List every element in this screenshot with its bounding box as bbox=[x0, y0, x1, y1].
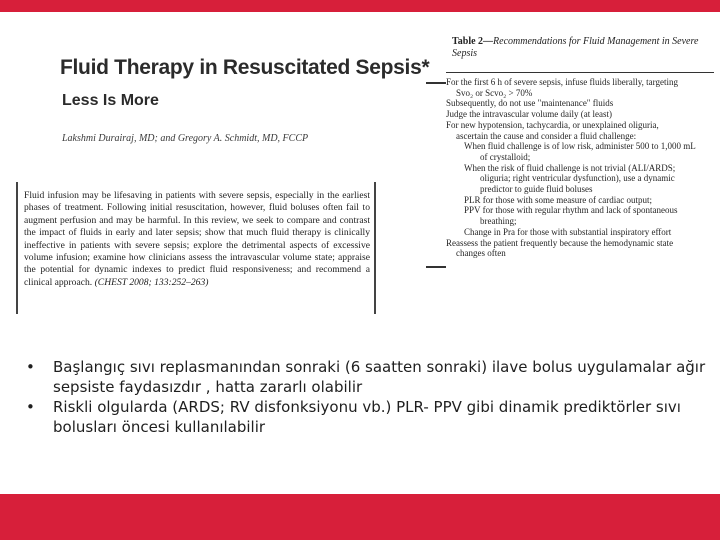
bottom-accent-bar bbox=[0, 494, 720, 540]
bullet-item bbox=[26, 397, 706, 437]
abstract-citation: (CHEST 2008; 133:252–263) bbox=[94, 276, 209, 288]
table-row: changes often bbox=[456, 248, 506, 259]
table-row: When fluid challenge is of low risk, administer 500 to 1,000 mL bbox=[464, 141, 696, 152]
table-row: Reassess the patient frequently because the hemodynamic state bbox=[446, 237, 674, 248]
table-caption bbox=[452, 36, 708, 60]
bullet-marker: • bbox=[26, 398, 35, 416]
paper-title: Fluid Therapy in Resuscitated Sepsis* bbox=[60, 56, 430, 79]
table-row: Svo₂ or Scvo₂ > 70% bbox=[456, 87, 533, 98]
table-row: For new hypotension, tachycardia, or unexplained oliguria, bbox=[446, 119, 659, 130]
paper-subtitle: Less Is More bbox=[62, 92, 159, 109]
table-row: ascertain the cause and consider a fluid challenge: bbox=[456, 130, 637, 141]
divider-line bbox=[426, 266, 446, 268]
table-row: Change in Pra for those with substantial inspiratory effort bbox=[464, 226, 672, 237]
bullet-text: Riskli olgularda (ARDS; RV disfonksiyonu vb.) PLR- PPV gibi dinamik prediktörler sıvı bolusları öncesi kullanılabilir bbox=[53, 398, 681, 436]
paper-authors: Lakshmi Durairaj, MD; and Gregory A. Schmidt, MD, FCCP bbox=[62, 133, 309, 144]
table-row: of crystalloid; bbox=[480, 151, 531, 162]
bullet-item bbox=[26, 357, 706, 397]
recommendations-table bbox=[446, 72, 714, 316]
table-row: oliguria; right ventricular dysfunction), use a dynamic bbox=[480, 173, 675, 184]
bullet-marker: • bbox=[26, 358, 35, 376]
table-row: breathing; bbox=[480, 216, 517, 227]
abstract-text: Fluid infusion may be lifesaving in patients with severe sepsis, especially in the earliest phases of treatment. Following initial resuscitation, however, fluid boluses often fail to augment perfusion and may be harmful. In this review, we seek to compare and contrast the impact of fluids in early and later sepsis; show that much fluid therapy is clinically ineffective in patients with severe sepsis; explore the detrimental aspects of excessive volume infusion; examine how clinicians assess the intravascular volume state; appraise the potential for dynamic indexes to predict fluid responsiveness; and recommend a clinical approach. bbox=[24, 190, 370, 288]
table-row: PPV for those with regular rhythm and lack of spontaneous bbox=[464, 205, 678, 216]
bullet-list bbox=[26, 357, 706, 437]
abstract-box bbox=[16, 182, 376, 314]
bullet-text: Başlangıç sıvı replasmanından sonraki (6 saatten sonraki) ilave bolus uygulamalar ağır sepsiste faydasızdır , hatta zararlı olabilir bbox=[53, 358, 706, 396]
table-row: Subsequently, do not use "maintenance" fluids bbox=[446, 98, 614, 109]
table-row: PLR for those with some measure of cardiac output; bbox=[464, 194, 652, 205]
table-row: Judge the intravascular volume daily (at least) bbox=[446, 109, 612, 120]
table-label: Table 2— bbox=[452, 36, 494, 47]
table-row: predictor to guide fluid boluses bbox=[480, 184, 593, 195]
table-row: For the first 6 h of severe sepsis, infuse fluids liberally, targeting bbox=[446, 77, 678, 87]
divider-line bbox=[426, 82, 446, 84]
top-accent-bar bbox=[0, 0, 720, 12]
table-row: When the risk of fluid challenge is not trivial (ALI/ARDS; bbox=[464, 162, 676, 173]
table-title: Recommendations for Fluid Management in Severe Sepsis bbox=[452, 36, 699, 59]
